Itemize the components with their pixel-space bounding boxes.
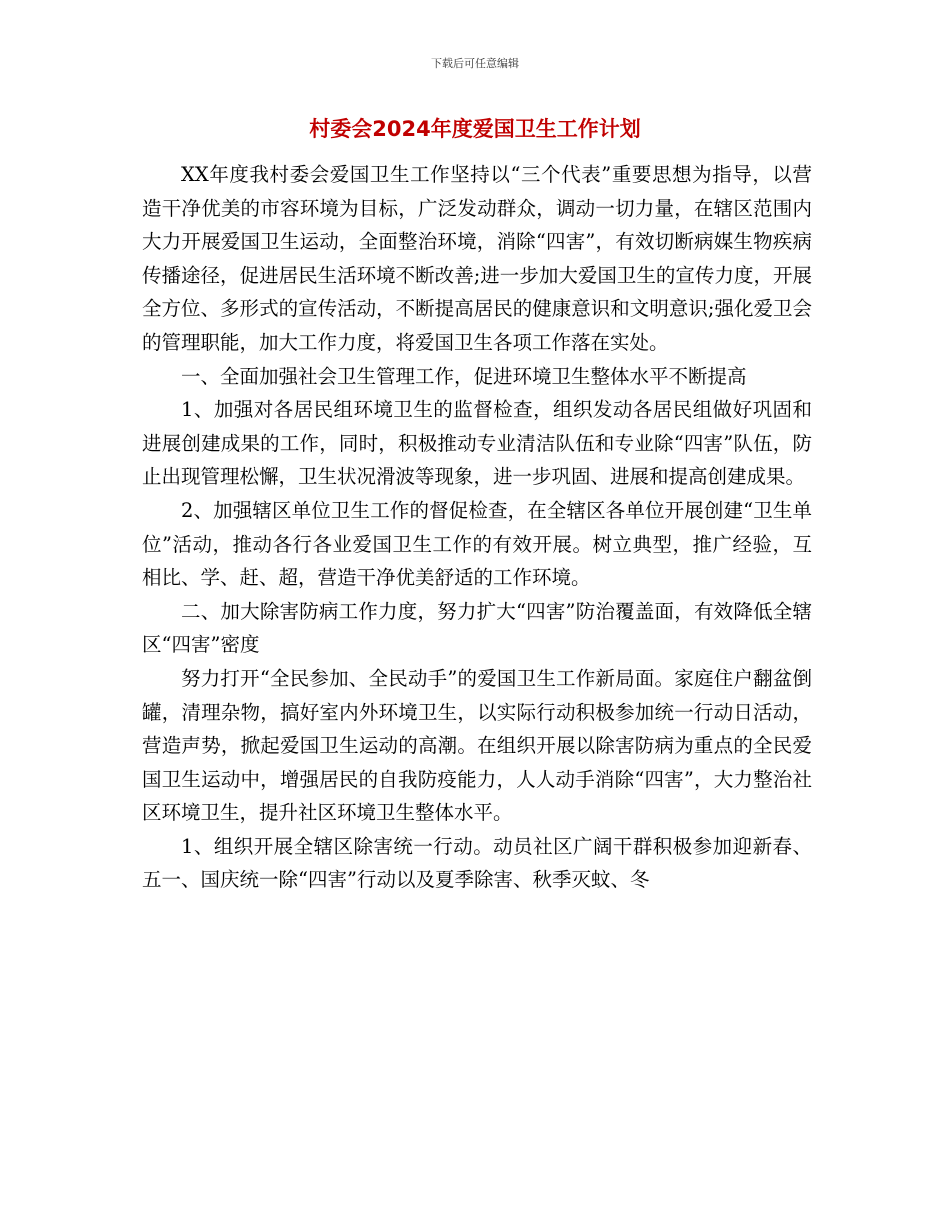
document-title: 村委会2024年度爱国卫生工作计划 [309,117,641,141]
paragraph-section-1-item-1: 1、加强对各居民组环境卫生的监督检查，组织发动各居民组做好巩固和进展创建成果的工作，同时，积极推动专业清洁队伍和专业除“四害”队伍，防止出现管理松懈，卫生状况滑波等现象，进一步巩固、进展和提高创建成果。 [142,398,812,489]
paragraph-section-1-heading: 一、全面加强社会卫生管理工作，促进环境卫生整体水平不断提高 [181,364,747,388]
paragraph-intro: XX年度我村委会爱国卫生工作坚持以“三个代表”重要思想为指导，以营造干净优美的市容环境为目标，广泛发动群众，调动一切力量，在辖区范围内大力开展爱国卫生运动，全面整治环境，消除“四害”，有效切断病媒生物疾病传播途径，促进居民生活环境不断改善;进一步加大爱国卫生的宣传力度，开展全方位、多形式的宣传活动，不断提高居民的健康意识和文明意识;强化爱卫会的管理职能，加大工作力度，将爱国卫生各项工作落在实处。 [142,163,812,354]
document-body [142,158,812,897]
page-header-note: 下载后可任意编辑 [431,57,519,70]
paragraph-section-2-intro: 努力打开“全民参加、全民动手”的爱国卫生工作新局面。家庭住户翻盆倒罐，清理杂物，搞好室内外环境卫生，以实际行动积极参加统一行动日活动，营造声势，掀起爱国卫生运动的高潮。在组织开展以除害防病为重点的全民爱国卫生运动中，增强居民的自我防疫能力，人人动手消除“四害”，大力整治社区环境卫生，提升社区环境卫生整体水平。 [142,666,812,825]
paragraph-section-1-item-2: 2、加强辖区单位卫生工作的督促检查，在全辖区各单位开展创建“卫生单位”活动，推动各行各业爱国卫生工作的有效开展。树立典型，推广经验，互相比、学、赶、超，营造干净优美舒适的工作环境。 [142,498,812,590]
paragraph-section-2-heading: 二、加大除害防病工作力度，努力扩大“四害”防治覆盖面，有效降低全辖区“四害”密度 [142,599,812,657]
paragraph-section-2-item-1: 1、组织开展全辖区除害统一行动。动员社区广阔干群积极参加迎新春、五一、国庆统一除“四害”行动以及夏季除害、秋季灭蚊、冬 [142,834,812,892]
